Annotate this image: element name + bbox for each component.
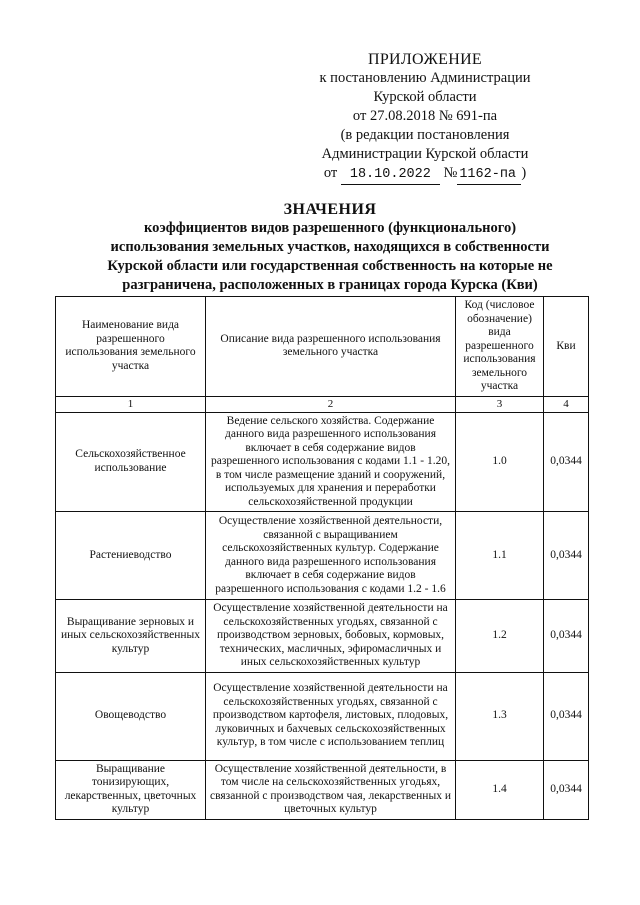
- row-kvi: 0,0344: [544, 672, 589, 760]
- appendix-line-2: Курской области: [373, 89, 477, 105]
- appendix-line-1: к постановлению Администрации: [319, 70, 531, 86]
- row-description: Осуществление хозяйственной деятельности на сельскохозяйственных угодьях, связанной с производством картофеля, листовых, плодовых, луковичных и бахчевых сельскохозяйственных культур, в том числе с использованием теплиц: [206, 672, 456, 760]
- row-name: Сельскохозяйственное использование: [56, 412, 206, 512]
- row-name: Растениеводство: [56, 512, 206, 600]
- header-description: Описание вида разрешенного использования земельного участка: [206, 297, 456, 397]
- row-code: 1.3: [456, 672, 544, 760]
- row-code: 1.4: [456, 760, 544, 819]
- appendix-block: [300, 50, 550, 185]
- row-description: Осуществление хозяйственной деятельности, связанной с выращиванием сельскохозяйственных культур. Содержание данного вида разрешенного использования включает в себя содержание видов разрешенного использования с кодами 1.2 - 1.6: [206, 512, 456, 600]
- appendix-line-5: Администрации Курской области: [321, 146, 529, 162]
- row-kvi: 0,0344: [544, 760, 589, 819]
- header-code: Код (числовое обозначение) вида разрешенного использования земельного участка: [456, 297, 544, 397]
- header-name: Наименование вида разрешенного использования земельного участка: [56, 297, 206, 397]
- row-description: Осуществление хозяйственной деятельности, в том числе на сельскохозяйственных угодьях, связанной с производством чая, лекарственных и цветочных культур: [206, 760, 456, 819]
- table-row: [56, 412, 589, 512]
- table-row: [56, 600, 589, 673]
- row-name: Выращивание тонизирующих, лекарственных, цветочных культур: [56, 760, 206, 819]
- appendix-title: ПРИЛОЖЕНИЕ: [367, 51, 482, 68]
- table-row: [56, 760, 589, 819]
- column-number: 4: [544, 396, 589, 412]
- document-heading: [70, 200, 590, 295]
- heading-line-4: разграничена, расположенных в границах города Курска (Кви): [122, 277, 538, 293]
- row-description: Осуществление хозяйственной деятельности на сельскохозяйственных угодьях, связанной с производством зерновых, бобовых, кормовых, технических, масличных, эфиромасличных и иных сельскохозяйственных культур: [206, 600, 456, 673]
- table-header-row: [56, 297, 589, 397]
- column-number: 3: [456, 396, 544, 412]
- amendment-reference: [300, 164, 550, 185]
- heading-line-3: Курской области или государственная собственность на которые не: [107, 258, 553, 274]
- amendment-prefix: от: [323, 165, 338, 181]
- row-kvi: 0,0344: [544, 412, 589, 512]
- amendment-number: 1162-па: [457, 165, 521, 185]
- row-name: Выращивание зерновых и иных сельскохозяйственных культур: [56, 600, 206, 673]
- heading-title: ЗНАЧЕНИЯ: [283, 201, 377, 218]
- row-code: 1.0: [456, 412, 544, 512]
- appendix-line-4: (в редакции постановления: [340, 127, 510, 143]
- row-description: Ведение сельского хозяйства. Содержание данного вида разрешенного использования включает в себя содержание видов разрешенного использования с кодами 1.1 - 1.20, в том числе размещение зданий и сооружений, используемых для хранения и переработки сельскохозяйственной продукции: [206, 412, 456, 512]
- column-number: 1: [56, 396, 206, 412]
- amendment-suffix: ): [521, 165, 527, 181]
- header-kvi: Кви: [544, 297, 589, 397]
- table-row: [56, 672, 589, 760]
- appendix-line-3: от 27.08.2018 № 691-па: [352, 108, 498, 124]
- row-kvi: 0,0344: [544, 600, 589, 673]
- heading-line-1: коэффициентов видов разрешенного (функционального): [143, 220, 517, 236]
- column-number-row: [56, 396, 589, 412]
- amendment-date: 18.10.2022: [341, 165, 440, 185]
- row-code: 1.1: [456, 512, 544, 600]
- amendment-number-sign: №: [443, 165, 458, 181]
- coefficients-table: [55, 296, 589, 820]
- row-kvi: 0,0344: [544, 512, 589, 600]
- row-code: 1.2: [456, 600, 544, 673]
- column-number: 2: [206, 396, 456, 412]
- heading-line-2: использования земельных участков, находящихся в собственности: [110, 239, 550, 255]
- table-row: [56, 512, 589, 600]
- row-name: Овощеводство: [56, 672, 206, 760]
